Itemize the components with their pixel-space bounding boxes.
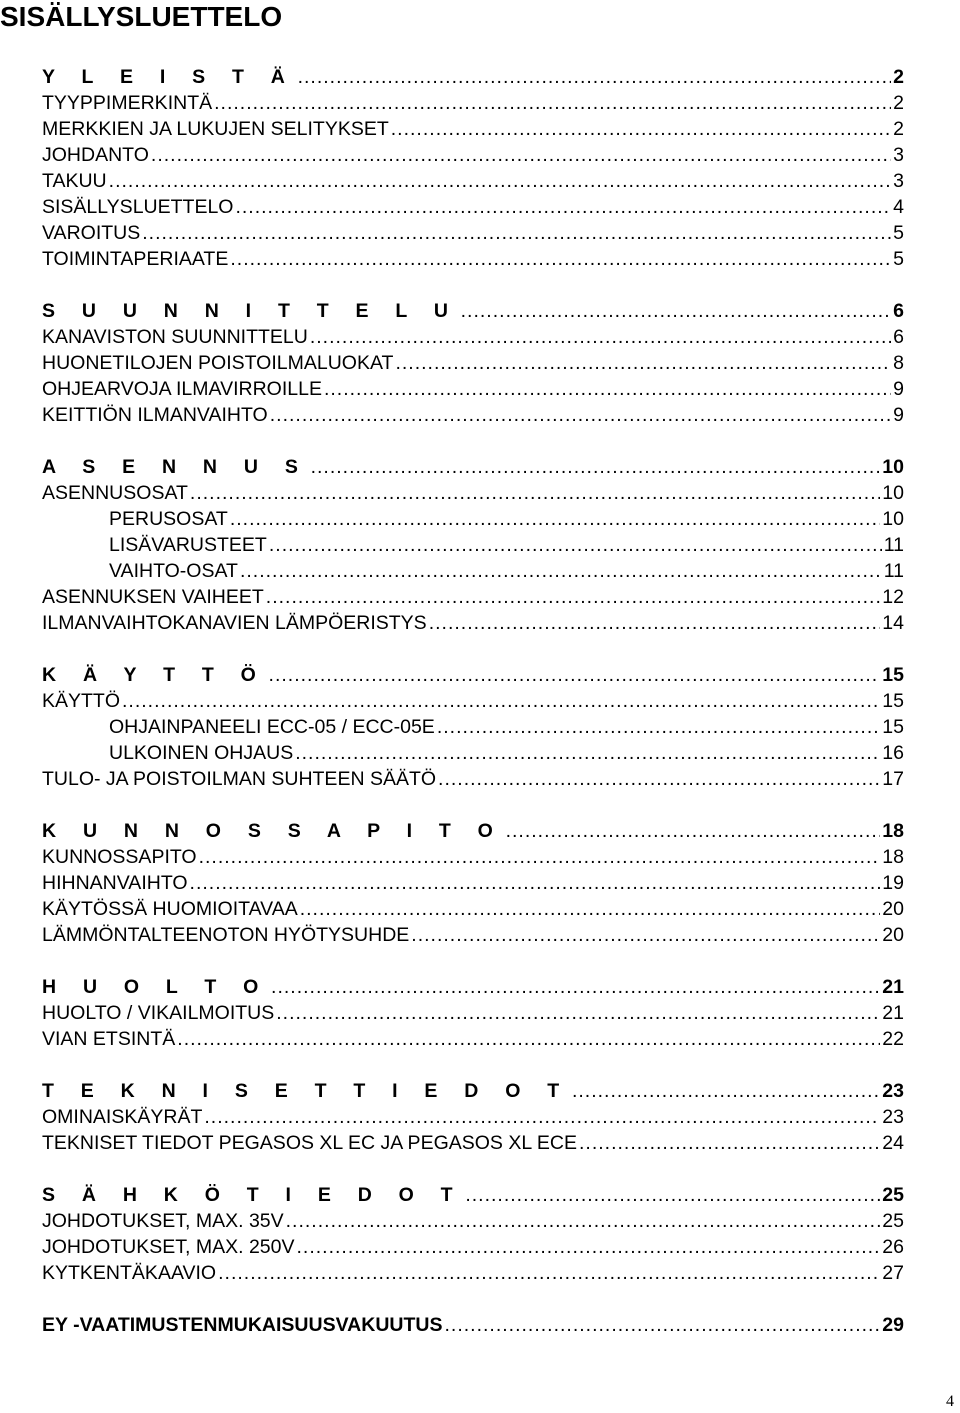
toc-entry-page: 22 [882,1028,904,1050]
toc-entry-page: 19 [882,872,904,894]
toc-entry-title: K Ä Y T T Ö [42,664,267,686]
toc-entry-page: 14 [882,612,904,634]
toc-entry-title: OHJAINPANEELI ECC-05 / ECC-05E [109,716,435,738]
dot-leader [295,740,880,766]
toc-entry[interactable] [42,298,904,324]
dot-leader [411,922,880,948]
dot-leader [199,844,881,870]
dot-leader [579,1130,880,1156]
toc-entry[interactable] [42,1234,904,1260]
toc-entry-page: 5 [893,248,904,270]
toc-entry-page: 2 [893,118,904,140]
toc-entry-page: 18 [882,820,904,842]
toc-entry-title: KANAVISTON SUUNNITTELU [42,326,308,348]
toc-entry-page: 9 [893,378,904,400]
dot-leader [395,350,891,376]
toc-entry[interactable] [42,740,904,766]
toc-entry-page: 2 [893,92,904,114]
toc-entry[interactable] [42,558,904,584]
dot-leader [230,506,880,532]
toc-section [42,298,904,428]
dot-leader [190,870,881,896]
toc-entry-title: VAIHTO-OSAT [109,560,238,582]
dot-leader [506,818,881,844]
toc-entry-title: OMINAISKÄYRÄT [42,1106,203,1128]
toc-entry[interactable] [42,1026,904,1052]
toc-entry[interactable] [42,1000,904,1026]
toc-entry[interactable] [42,64,904,90]
dot-leader [270,402,891,428]
toc-entry-page: 15 [882,664,904,686]
toc-section [42,1312,904,1338]
toc-entry-page: 4 [893,196,904,218]
dot-leader [311,454,881,480]
dot-leader [151,142,891,168]
toc-entry[interactable] [42,662,904,688]
toc-entry[interactable] [42,454,904,480]
toc-entry-title: TYYPPIMERKINTÄ [42,92,213,114]
toc-entry-page: 20 [882,924,904,946]
page-number: 4 [946,1393,954,1410]
toc-entry[interactable] [42,116,904,142]
toc-entry[interactable] [42,1130,904,1156]
toc-entry[interactable] [42,610,904,636]
toc-entry[interactable] [42,688,904,714]
dot-leader [230,246,891,272]
toc-entry-title: HUONETILOJEN POISTOILMALUOKAT [42,352,394,374]
toc-entry-title: HIHNANVAIHTO [42,872,188,894]
toc-entry-page: 15 [882,716,904,738]
dot-leader [276,1000,880,1026]
toc-entry-title: HUOLTO / VIKAILMOITUS [42,1002,275,1024]
toc-section [42,662,904,792]
toc-entry-page: 10 [882,508,904,530]
toc-entry-page: 6 [893,326,904,348]
dot-leader [109,168,891,194]
dot-leader [204,1104,880,1130]
toc-entry-title: LÄMMÖNTALTEENOTON HYÖTYSUHDE [42,924,410,946]
toc-entry-page: 16 [882,742,904,764]
toc-entry[interactable] [42,818,904,844]
toc-entry-page: 11 [883,560,904,582]
toc-entry-page: 10 [882,482,904,504]
dot-leader [271,974,880,1000]
dot-leader [310,324,891,350]
toc-section [42,1078,904,1156]
toc-entry[interactable] [42,1312,904,1338]
dot-leader [465,1182,880,1208]
toc-entry[interactable] [42,376,904,402]
toc-entry-title: ASENNUSOSAT [42,482,188,504]
toc-entry-title: KEITTIÖN ILMANVAIHTO [42,404,268,426]
toc-entry-title: S Ä H K Ö T I E D O T [42,1184,464,1206]
toc-entry-title: Y L E I S T Ä [42,66,296,88]
dot-leader [214,90,891,116]
toc-entry-title: EY -VAATIMUSTENMUKAISUUSVAKUUTUS [42,1314,443,1336]
toc-entry[interactable] [42,532,904,558]
dot-leader [296,1234,880,1260]
toc-entry[interactable] [42,1104,904,1130]
toc-entry-page: 3 [893,170,904,192]
dot-leader [240,558,882,584]
toc-entry[interactable] [42,142,904,168]
toc-entry-title: A S E N N U S [42,456,309,478]
toc-entry-page: 26 [882,1236,904,1258]
toc-entry-page: 8 [893,352,904,374]
toc-entry-page: 10 [882,456,904,478]
page-title: SISÄLLYSLUETTELO [0,1,283,32]
toc-entry-page: 23 [882,1080,904,1102]
toc-entry-page: 25 [882,1210,904,1232]
toc-entry[interactable] [42,506,904,532]
dot-leader [286,1208,881,1234]
toc-entry-title: ILMANVAIHTOKANAVIEN LÄMPÖERISTYS [42,612,427,634]
toc-entry[interactable] [42,168,904,194]
toc-entry[interactable] [42,870,904,896]
toc-entry-title: K U N N O S S A P I T O [42,820,504,842]
dot-leader [266,584,881,610]
toc-entry-title: LISÄVARUSTEET [109,534,267,556]
dot-leader [218,1260,880,1286]
toc-entry[interactable] [42,584,904,610]
toc-entry-page: 15 [882,690,904,712]
toc-section [42,818,904,948]
toc-entry-title: PERUSOSAT [109,508,228,530]
toc-entry[interactable] [42,350,904,376]
toc-entry[interactable] [42,766,904,792]
toc-entry-title: TOIMINTAPERIAATE [42,248,229,270]
dot-leader [269,532,882,558]
toc-entry-page: 18 [882,846,904,868]
toc-entry-title: TULO- JA POISTOILMAN SUHTEEN SÄÄTÖ [42,768,437,790]
toc-entry[interactable] [42,1260,904,1286]
toc-entry-page: 21 [882,1002,904,1024]
toc-entry[interactable] [42,246,904,272]
toc-entry[interactable] [42,1182,904,1208]
toc-entry-page: 3 [893,144,904,166]
toc-entry-page: 17 [882,768,904,790]
toc-entry-title: S U U N N I T T E L U [42,300,459,322]
toc-section [42,1182,904,1286]
dot-leader [298,64,892,90]
toc-section [42,454,904,636]
toc-entry[interactable] [42,480,904,506]
toc-entry[interactable] [42,922,904,948]
toc-entry-title: OHJEARVOJA ILMAVIRROILLE [42,378,322,400]
toc-entry-page: 2 [893,66,904,88]
toc-entry-title: TEKNISET TIEDOT PEGASOS XL EC JA PEGASOS XL ECE [42,1132,577,1154]
dot-leader [235,194,891,220]
toc-entry-page: 20 [882,898,904,920]
toc-entry[interactable] [42,402,904,428]
dot-leader [429,610,881,636]
toc-entry-page: 6 [893,300,904,322]
dot-leader [142,220,891,246]
toc-entry-page: 23 [882,1106,904,1128]
toc-entry[interactable] [42,1208,904,1234]
toc-entry[interactable] [42,714,904,740]
dot-leader [391,116,891,142]
table-of-contents [42,64,904,1364]
toc-entry[interactable] [42,896,904,922]
toc-entry[interactable] [42,974,904,1000]
toc-entry-page: 21 [882,976,904,998]
toc-entry[interactable] [42,844,904,870]
toc-section [42,974,904,1052]
dot-leader [177,1026,880,1052]
dot-leader [324,376,891,402]
toc-section [42,64,904,272]
toc-entry-page: 25 [882,1184,904,1206]
toc-entry[interactable] [42,324,904,350]
toc-entry-title: ULKOINEN OHJAUS [109,742,294,764]
dot-leader [461,298,892,324]
toc-entry[interactable] [42,194,904,220]
dot-leader [437,714,880,740]
toc-entry[interactable] [42,220,904,246]
toc-entry-title: KUNNOSSAPITO [42,846,197,868]
dot-leader [572,1078,880,1104]
toc-entry-page: 11 [883,534,904,556]
toc-entry-title: MERKKIEN JA LUKUJEN SELITYKSET [42,118,389,140]
toc-entry-title: T E K N I S E T T I E D O T [42,1080,570,1102]
toc-entry-title: KÄYTTÖ [42,690,121,712]
toc-entry-page: 27 [882,1262,904,1284]
toc-entry-page: 9 [893,404,904,426]
dot-leader [300,896,881,922]
toc-entry-title: VAROITUS [42,222,141,244]
toc-entry-title: JOHDOTUKSET, MAX. 35V [42,1210,284,1232]
toc-entry-title: ASENNUKSEN VAIHEET [42,586,264,608]
toc-entry-page: 5 [893,222,904,244]
toc-entry-title: KÄYTÖSSÄ HUOMIOITAVAA [42,898,298,920]
dot-leader [444,1312,880,1338]
toc-entry-title: KYTKENTÄKAAVIO [42,1262,217,1284]
dot-leader [438,766,880,792]
dot-leader [269,662,881,688]
toc-entry-title: VIAN ETSINTÄ [42,1028,176,1050]
toc-entry[interactable] [42,90,904,116]
toc-entry-page: 24 [882,1132,904,1154]
dot-leader [122,688,880,714]
toc-entry-title: JOHDANTO [42,144,149,166]
toc-entry-page: 29 [882,1314,904,1336]
toc-entry-title: SISÄLLYSLUETTELO [42,196,234,218]
toc-entry-title: H U O L T O [42,976,270,998]
toc-entry-title: TAKUU [42,170,107,192]
dot-leader [190,480,880,506]
toc-entry-title: JOHDOTUKSET, MAX. 250V [42,1236,295,1258]
toc-entry-page: 12 [882,586,904,608]
toc-entry[interactable] [42,1078,904,1104]
